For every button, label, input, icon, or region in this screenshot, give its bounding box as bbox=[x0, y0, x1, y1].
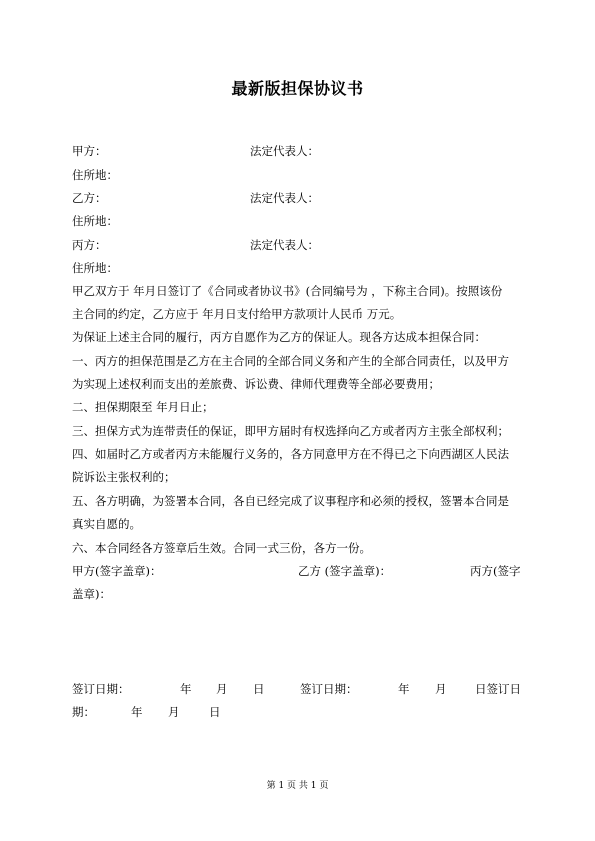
signing-date-year-3: 年 bbox=[131, 705, 143, 719]
party-b-signature-label: 乙方 (签字盖章)： bbox=[298, 564, 392, 578]
party-c-label: 丙方： bbox=[72, 238, 107, 252]
clause-5-line-1: 五、各方明确，为签署本合同，各自已经完成了议事程序和必须的授权，签署本合同是 bbox=[72, 494, 509, 508]
party-a-signature-label: 甲方(签字盖章)： bbox=[72, 564, 162, 578]
signing-date-day-3: 日 bbox=[209, 705, 221, 719]
party-b-address-label: 住所地： bbox=[72, 214, 118, 228]
clause-2: 二、担保期限至 年月日止； bbox=[72, 400, 214, 414]
clause-3: 三、担保方式为连带责任的保证，即甲方届时有权选择向乙方或者丙方主张全部权利； bbox=[72, 424, 509, 438]
signing-date-year-1: 年 bbox=[180, 682, 192, 696]
clause-6: 六、本合同经各方签章后生效。合同一式三份，各方一份。 bbox=[72, 541, 371, 555]
signing-date-month-3: 月 bbox=[168, 705, 180, 719]
page-number-footer: 第 1 页 共 1 页 bbox=[266, 781, 329, 791]
clause-5-line-2: 真实自愿的。 bbox=[72, 517, 141, 531]
signing-date-year-2: 年 bbox=[398, 682, 410, 696]
signing-date-label-3-continued: 期： bbox=[72, 705, 95, 719]
signing-date-day-1: 日 bbox=[253, 682, 265, 696]
signing-date-month-1: 月 bbox=[216, 682, 228, 696]
clause-1-line-1: 一、丙方的担保范围是乙方在主合同的全部合同义务和产生的全部合同责任，以及甲方 bbox=[72, 354, 509, 368]
party-c-signature-label-continued: 盖章)： bbox=[72, 587, 111, 601]
clause-1-line-2: 为实现上述权利而支出的差旅费、诉讼费、律师代理费等全部必要费用； bbox=[72, 377, 440, 391]
party-c-representative-label: 法定代表人： bbox=[250, 238, 319, 252]
party-c-signature-label: 丙方(签字 bbox=[470, 564, 521, 578]
party-b-representative-label: 法定代表人： bbox=[250, 191, 319, 205]
party-a-label: 甲方： bbox=[72, 144, 107, 158]
party-c-address-label: 住所地： bbox=[72, 261, 118, 275]
party-a-address-label: 住所地： bbox=[72, 168, 118, 182]
signing-date-day-2-and-label-3: 日签订日 bbox=[475, 682, 521, 696]
preamble-line-1: 甲乙双方于 年月日签订了《合同或者协议书》(合同编号为 ，下称主合同)。按照该份 bbox=[72, 284, 503, 298]
signing-date-month-2: 月 bbox=[435, 682, 447, 696]
clause-4-line-2: 院诉讼主张权利的； bbox=[72, 470, 176, 484]
clause-4-line-1: 四、如届时乙方或者丙方未能履行义务的，各方同意甲方在不得已之下向西湖区人民法 bbox=[72, 447, 509, 461]
party-a-representative-label: 法定代表人： bbox=[250, 144, 319, 158]
guarantee-intro: 为保证上述主合同的履行，丙方自愿作为乙方的保证人。现各方达成本担保合同： bbox=[72, 330, 486, 344]
document-title: 最新版担保协议书 bbox=[231, 79, 364, 98]
preamble-line-2: 主合同的约定，乙方应于 年月日支付给甲方款项计人民币 万元。 bbox=[72, 307, 402, 321]
signing-date-label-1: 签订日期： bbox=[72, 682, 130, 696]
party-b-label: 乙方： bbox=[72, 191, 107, 205]
signing-date-label-2: 签订日期： bbox=[300, 682, 358, 696]
